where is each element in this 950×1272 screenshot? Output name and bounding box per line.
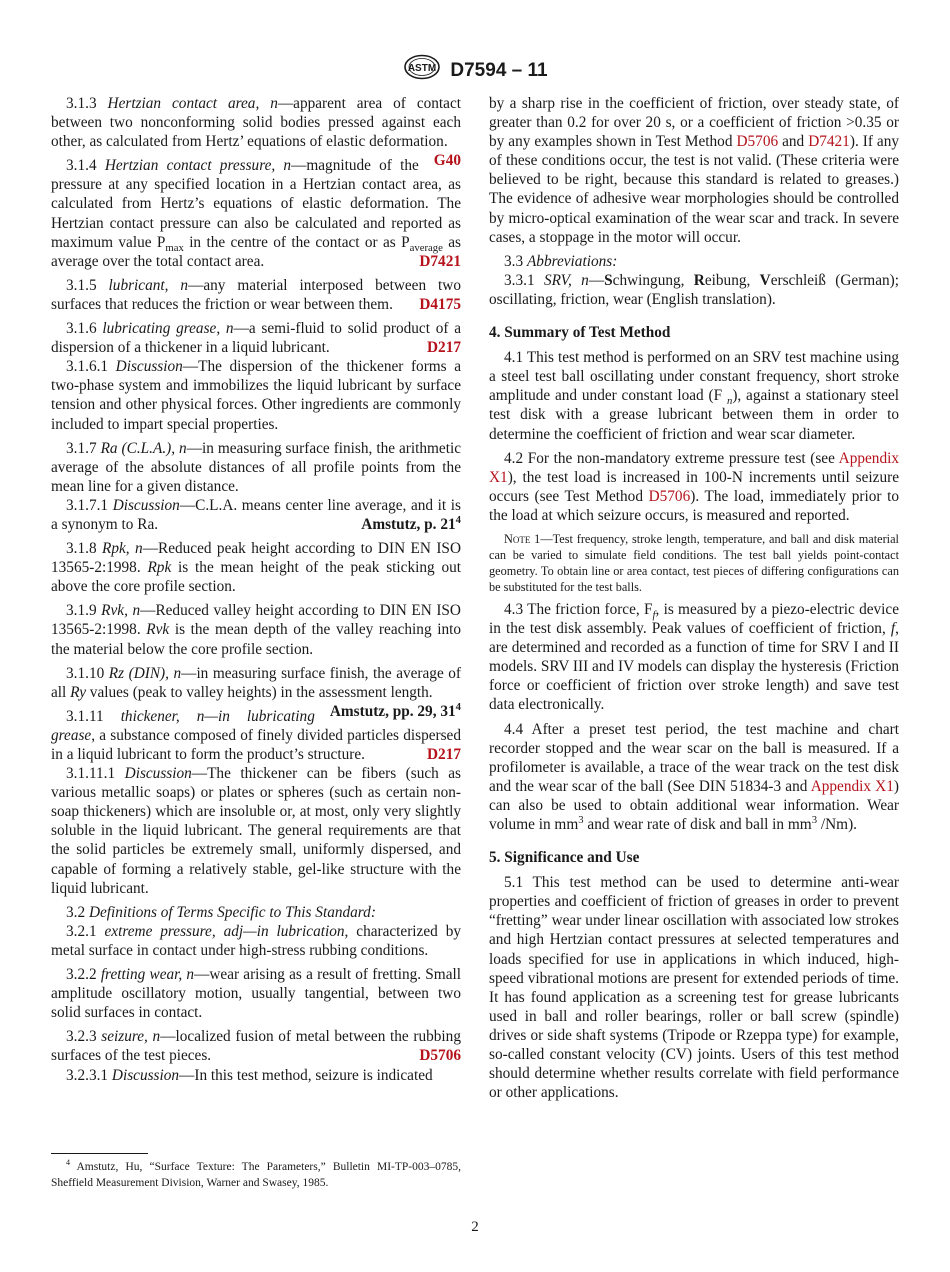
- section-3-1-6-1: 3.1.6.1 Discussion—The dispersion of the thickener forms a two-phase system and immobilizes the liquid lubricant by surface tension and other physical forces. Other ingredients are commonly included to impart special properties.: [51, 358, 461, 433]
- section-3-1-7: 3.1.7 Ra (C.L.A.), n—in measuring surface finish, the arithmetic average of the absolute distances of all profile points from the mean line for a given distance.: [51, 439, 461, 495]
- section-3-2-3: 3.2.3 seizure, n—localized fusion of metal between the rubbing surfaces of the test pieces. D5706: [51, 1028, 461, 1065]
- section-3-1-3: 3.1.3 Hertzian contact area, n—apparent area of contact between two nonconforming solid bodies pressed against each other, as calculated from Hertz’ equations of elastic deformation. G40: [51, 95, 461, 170]
- ref-d4175[interactable]: D4175: [419, 295, 461, 313]
- page-header: [0, 54, 950, 85]
- section-3-3-1: 3.3.1 SRV, n—Schwingung, Reibung, Verschleiß (German); oscillating, friction, wear (English translation).: [489, 271, 899, 308]
- section-3-1-10: 3.1.10 Rz (DIN), n—in measuring surface finish, the average of all Ry values (peak to valley heights) in the assessment length. Amstutz, pp. 29, $31^4$: [51, 664, 462, 720]
- page-number: 2: [471, 1219, 479, 1235]
- section-3-1-4: 3.1.4 Hertzian contact pressure, n—magnitude of the pressure at any specified location in a Hertzian contact area, as calculated from Hertz’s equations of elastic deformation. The Hertzian contact pressure can also be calculated and reported as maximum value $P_{max}$ in the centre of the contact or as $P_{average}$ as average over the total contact area. D7421: [51, 157, 461, 270]
- left-column: [51, 94, 461, 1090]
- section-3-2-1: 3.2.1 extreme pressure, adj—in lubrication, characterized by metal surface in contact under high-stress rubbing conditions.: [51, 922, 461, 959]
- right-column: [489, 94, 899, 1107]
- section-3-2-3-1-continued: by a sharp rise in the coefficient of friction, over steady state, of greater than 0.2 for over 20 s, or a coefficient of friction >0.35 or by any examples shown in Test Method D5706 and D7421). If any of these conditions occur, the test is not valid. (These criteria were believed to be right, because this standard is related to greases.) The evidence of adhesive wear morphologies should be controlled by micro-optical examination of the wear scar and track. In severe cases, a stoppage in the motor will occur.: [489, 95, 900, 246]
- ref-d5706[interactable]: D5706: [419, 1047, 461, 1065]
- document-id: D7594 – 11: [450, 59, 548, 81]
- section-3-1-7-1: 3.1.7.1 Discussion—C.L.A. means center line average, and it is a synonym to Ra. Amstutz, p. $21^4$: [51, 496, 461, 533]
- section-3-2: 3.2 Definitions of Terms Specific to This Standard:: [66, 903, 376, 921]
- link-appendix-x1[interactable]: Appendix X1: [489, 449, 899, 486]
- ref-d217-thickener[interactable]: D217: [427, 746, 461, 763]
- footnote-divider: [51, 1153, 148, 1154]
- link-d7421[interactable]: D7421: [808, 133, 850, 151]
- astm-logo-text: ASTM: [408, 63, 437, 74]
- section-5-heading: 5. Significance and Use: [489, 849, 640, 867]
- section-3-2-2: 3.2.2 fretting wear, n—wear arising as a result of fretting. Small amplitude oscillatory motion, usually tangential, between two solid surfaces in contact.: [51, 966, 461, 1022]
- section-4-3: 4.3 The friction force, $F_f$, is measured by a piezo-electric device in the test disk assembly. Peak values of coefficient of friction, f, are determined and recorded as a function of time for SRV I and II models. SRV III and IV models can display the hysteresis (Friction force or coefficient of friction over stroke length) and save test data electronically.: [489, 600, 899, 714]
- section-3-2-3-1: 3.2.3.1 Discussion—In this test method, seizure is indicated: [66, 1066, 433, 1084]
- ref-d217[interactable]: D217: [427, 339, 461, 357]
- ref-g40[interactable]: G40: [433, 152, 461, 170]
- ref-amstutz-29-31: Amstutz, pp. 29, $31^4$: [329, 700, 461, 720]
- astm-logo: [402, 54, 442, 85]
- section-3-1-11-1: 3.1.11.1 Discussion—The thickener can be fibers (such as various metallic soaps) or plates or spheres (such as certain non-soap thickeners) which are insoluble or, at most, only very slightly soluble in the liquid lubricant. The general requirements are that the solid particles be extremely small, uniformly dispersed, and capable of forming a relatively stable, gel-like structure with the liquid lubricant.: [51, 765, 461, 897]
- section-4-heading: 4. Summary of Test Method: [489, 324, 671, 342]
- section-4-2: 4.2 For the non-mandatory extreme pressure test (see Appendix X1), the test load is increased in 100-N increments until seizure occurs (see Test Method D5706). The load, immediately prior to the load at which seizure occurs, is measured and reported.: [489, 449, 899, 524]
- ref-d7421[interactable]: D7421: [419, 252, 461, 270]
- section-5-1: 5.1 This test method can be used to determine anti-wear properties and coefficient of friction of greases in order to prevent “fretting” wear under linear oscillation with associated low strokes and high Hertzian contact pressures at selected temperatures and loads specified for use in applications in which induced, high-speed vibrational motions are present for extended periods of time. It has found application as a screening test for grease lubricants used in ball and roller bearings, roller or ball screw (spindle) drives or side shaft systems (Tripode or Rzeppa type) for example, so-called constant velocity (CV) joints. Users of this test method should determine whether results correlate with field performance or other applications.: [489, 874, 899, 1102]
- section-3-1-9: 3.1.9 Rvk, n—Reduced valley height according to DIN EN ISO 13565-2:1998. Rvk is the mean depth of the valley reaching into the material below the core profile section.: [51, 602, 462, 658]
- astm-logo-icon: [402, 54, 442, 80]
- section-4-1: 4.1 This test method is performed on an SRV test machine using a steel test ball oscillating under constant frequency, short stroke amplitude and under constant load (F $_n$), against a stationary steel test disk with a grease lubricant between them in order to determine the coefficient of friction and wear scar diameter.: [489, 349, 899, 443]
- link-appendix-x1-4-4[interactable]: Appendix X1: [810, 777, 894, 795]
- section-3-1-11: 3.1.11 thickener, n—in lubricating grease, a substance composed of finely divided particles dispersed in a liquid lubricant to form the product’s structure. D217: [51, 707, 461, 763]
- link-d5706-4-2[interactable]: D5706: [648, 487, 691, 505]
- section-3-1-5: 3.1.5 lubricant, n—any material interposed between two surfaces that reduces the friction or wear between them. D4175: [51, 276, 461, 313]
- section-3-1-8: 3.1.8 Rpk, n—Reduced peak height according to DIN EN ISO 13565-2:1998. Rpk is the mean height of the peak sticking out above the core profile section.: [51, 540, 461, 596]
- footnote-4: $^4$ Amstutz, Hu, “Surface Texture: The Parameters,” Bulletin MI-TP-003–0785, Sheffield Measurement Division, Warner and Swasey, 1985.: [51, 1158, 461, 1189]
- section-4-4: 4.4 After a preset test period, the test machine and chart recorder stopped and the wear scar on the ball is measured. If a profilometer is available, a trace of the wear track on the test disk and the wear scar of the ball (See DIN 51834-3 and Appendix X1) can also be used to obtain additional wear information. Wear volume in $mm^3$ and wear rate of disk and ball in $mm^3$ /Nm).: [489, 720, 899, 833]
- section-3-1-6: 3.1.6 lubricating grease, n—a semi-fluid to solid product of a dispersion of a thickener in a liquid lubricant. D217: [51, 320, 461, 357]
- link-d5706[interactable]: D5706: [736, 133, 779, 151]
- note-1: Note 1—Test frequency, stroke length, temperature, and ball and disk material can be varied to simulate field conditions. The test ball yields point-contact geometry. To obtain line or area contact, test pieces of differing configurations can be substituted for the test balls.: [489, 531, 899, 594]
- section-3-3: 3.3 Abbreviations:: [504, 252, 618, 270]
- ref-amstutz-21: Amstutz, p. $21^4$: [361, 513, 461, 533]
